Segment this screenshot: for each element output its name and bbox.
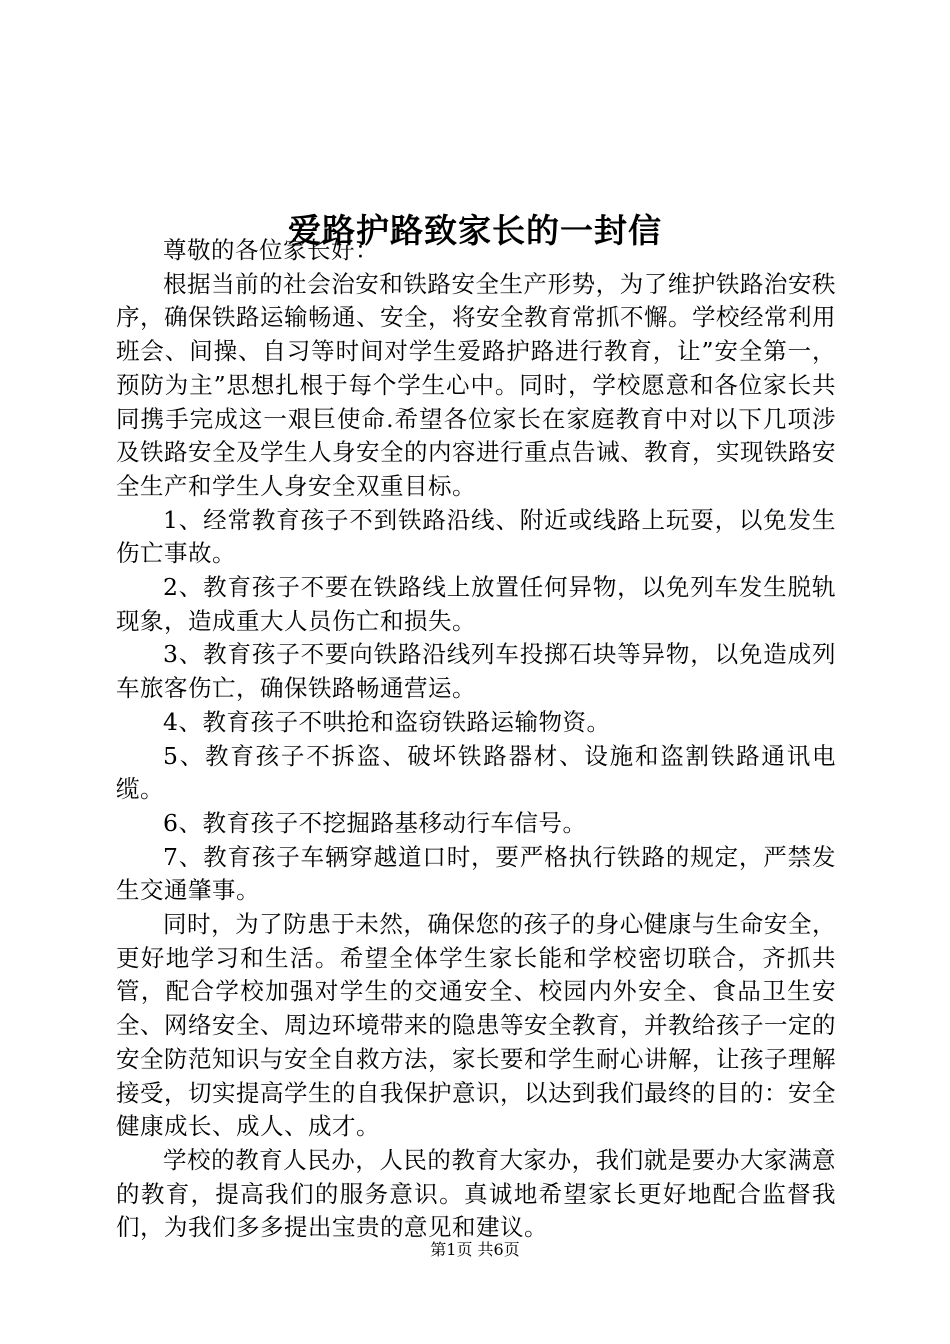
page-footer: 第1页 共6页 bbox=[430, 1240, 520, 1259]
letter-body bbox=[116, 234, 836, 1245]
list-item-2: 2、教育孩子不要在铁路线上放置任何异物，以免列车发生脱轨现象，造成重大人员伤亡和损失。 bbox=[116, 573, 836, 635]
page-title: 爱路护路致家长的一封信 bbox=[288, 211, 662, 251]
list-item-6: 6、教育孩子不挖掘路基移动行车信号。 bbox=[163, 808, 587, 837]
list-item-3: 3、教育孩子不要向铁路沿线列车投掷石块等异物，以免造成列车旅客伤亡，确保铁路畅通营运。 bbox=[116, 640, 836, 703]
paragraph-intro: 根据当前的社会治安和铁路安全生产形势，为了维护铁路治安秩序，确保铁路运输畅通、安全，将安全教育常抓不懈。学校经常利用班会、间操、自习等时间对学生爱路护路进行教育，让”安全第一，预防为主”思想扎根于每个学生心中。同时，学校愿意和各位家长共同携手完成这一艰巨使命.希望各位家长在家庭教育中对以下几项涉及铁路安全及学生人身安全的内容进行重点告诫、教育，实现铁路安全生产和学生人身安全双重目标。 bbox=[116, 269, 836, 500]
list-item-1: 1、经常教育孩子不到铁路沿线、附近或线路上玩耍，以免发生伤亡事故。 bbox=[116, 505, 836, 568]
paragraph-closing: 学校的教育人民办，人民的教育大家办，我们就是要办大家满意的教育，提高我们的服务意识。真诚地希望家长更好地配合监督我们，为我们多多提出宝贵的意见和建议。 bbox=[116, 1145, 836, 1242]
salutation: 尊敬的各位家长好： bbox=[163, 236, 379, 264]
list-item-7: 7、教育孩子车辆穿越道口时，要严格执行铁路的规定，严禁发生交通肇事。 bbox=[116, 842, 836, 905]
paragraph-safety: 同时，为了防患于未然，确保您的孩子的身心健康与生命安全，更好地学习和生活。希望全体学生家长能和学校密切联合，齐抓共管，配合学校加强对学生的交通安全、校园内外安全、食品卫生安全、网络安全、周边环境带来的隐患等安全教育，并教给孩子一定的安全防范知识与安全自救方法，家长要和学生耐心讲解，让孩子理解接受，切实提高学生的自我保护意识，以达到我们最终的目的：安全健康成长、成人、成才。 bbox=[116, 910, 836, 1141]
list-item-4: 4、教育孩子不哄抢和盗窃铁路运输物资。 bbox=[163, 707, 611, 736]
list-item-5: 5、教育孩子不拆盗、破坏铁路器材、设施和盗割铁路通讯电缆。 bbox=[116, 741, 836, 804]
